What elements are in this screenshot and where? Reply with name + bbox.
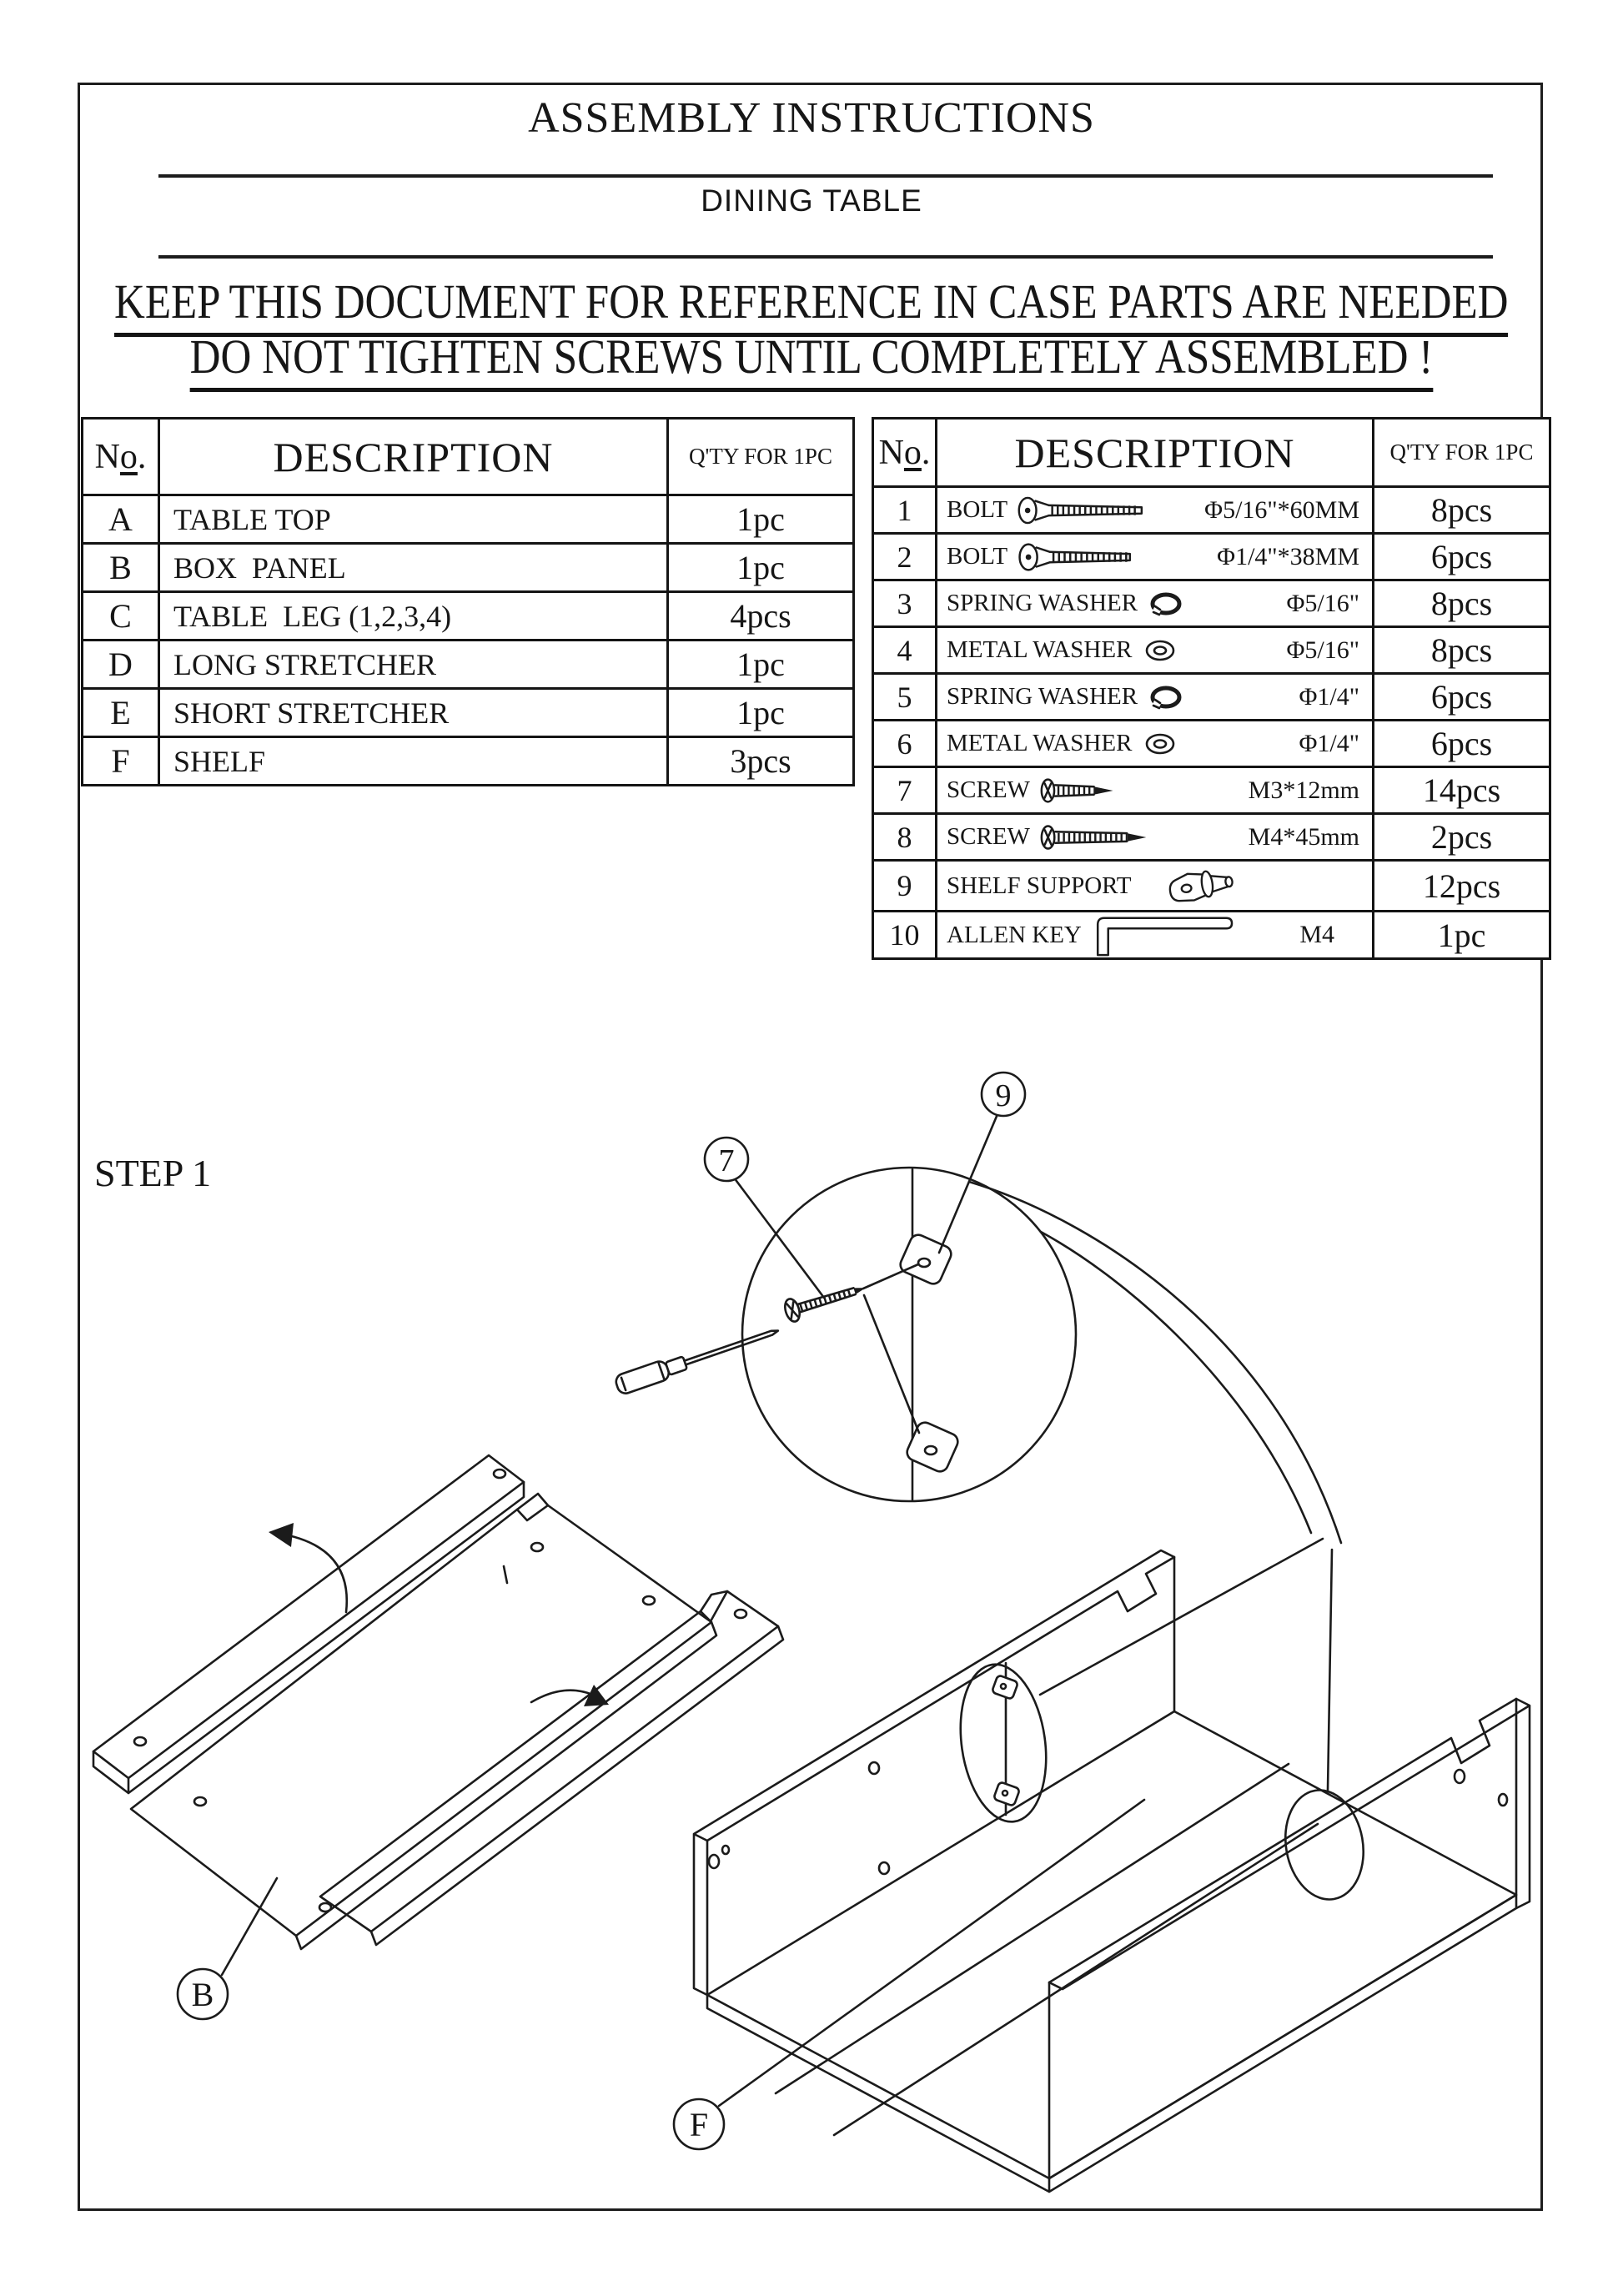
part-no: D xyxy=(83,641,159,689)
callout-box-panel xyxy=(178,1878,277,2019)
hw-name: BOLT xyxy=(947,543,1008,570)
box-panel-b-drawing xyxy=(93,1455,783,2019)
hw-spec: M4 xyxy=(1299,921,1334,948)
hw-qty: 6pcs xyxy=(1374,534,1550,580)
shelf-lines xyxy=(776,1764,1318,2135)
hw-spec: Φ1/4" xyxy=(1299,682,1359,711)
page-subtitle: DINING TABLE xyxy=(701,183,922,218)
hw-qty: 2pcs xyxy=(1374,814,1550,861)
hw-name: METAL WASHER xyxy=(947,636,1133,663)
hw-spec: Φ1/4"*38MM xyxy=(1217,542,1359,570)
part-qty: 1pc xyxy=(668,689,854,737)
part-description: LONG STRETCHER xyxy=(159,641,668,689)
warning-line-1: KEEP THIS DOCUMENT FOR REFERENCE IN CASE PARTS ARE NEEDED xyxy=(0,274,1623,337)
col-header-no: No. xyxy=(83,419,159,495)
hw-qty: 8pcs xyxy=(1374,487,1550,534)
hw-spec: Φ1/4" xyxy=(1299,729,1359,757)
hw-no: 6 xyxy=(873,721,937,767)
step-label: STEP 1 xyxy=(94,1152,212,1194)
hw-name: SCREW xyxy=(947,776,1030,803)
part-no: E xyxy=(83,689,159,737)
hw-no: 1 xyxy=(873,487,937,534)
callout-7-label: 7 xyxy=(718,1143,735,1178)
folded-box-drawing xyxy=(674,1550,1530,2192)
hw-no: 7 xyxy=(873,767,937,814)
fold-arrow-left xyxy=(269,1523,347,1612)
part-description: SHELF xyxy=(159,737,668,786)
hw-name: SCREW xyxy=(947,823,1030,850)
callout-b-label: B xyxy=(191,1976,214,2013)
part-description: BOX PANEL xyxy=(159,544,668,592)
part-qty: 3pcs xyxy=(668,737,854,786)
hw-name: BOLT xyxy=(947,496,1008,523)
hw-spec: M3*12mm xyxy=(1248,776,1359,804)
hw-spec: Φ5/16" xyxy=(1286,636,1359,664)
highlight-ellipse-right xyxy=(1277,1784,1372,1906)
hw-no: 9 xyxy=(873,861,937,912)
hw-qty: 14pcs xyxy=(1374,767,1550,814)
callout-shelf xyxy=(674,1800,1144,2149)
detail-view xyxy=(614,1073,1341,1790)
page-title: ASSEMBLY INSTRUCTIONS xyxy=(528,94,1095,142)
hw-name: SPRING WASHER xyxy=(947,590,1138,616)
part-qty: 1pc xyxy=(668,495,854,544)
hw-no: 4 xyxy=(873,627,937,674)
hw-no: 10 xyxy=(873,912,937,959)
hw-name: METAL WASHER xyxy=(947,730,1133,756)
col-header-description: DESCRIPTION xyxy=(159,419,668,495)
col-header-description: DESCRIPTION xyxy=(937,419,1374,487)
col-header-qty: Q'TY FOR 1PC xyxy=(668,419,854,495)
hw-no: 3 xyxy=(873,580,937,627)
col-header-no: No. xyxy=(873,419,937,487)
part-description: TABLE LEG (1,2,3,4) xyxy=(159,592,668,641)
hw-qty: 6pcs xyxy=(1374,674,1550,721)
hw-qty: 8pcs xyxy=(1374,627,1550,674)
callout-9-label: 9 xyxy=(995,1078,1012,1113)
hw-name: SHELF SUPPORT xyxy=(947,872,1132,899)
part-qty: 1pc xyxy=(668,641,854,689)
part-no: F xyxy=(83,737,159,786)
hw-spec: Φ5/16" xyxy=(1286,589,1359,617)
hw-qty: 1pc xyxy=(1374,912,1550,959)
hw-name: SPRING WASHER xyxy=(947,683,1138,710)
part-description: TABLE TOP xyxy=(159,495,668,544)
hw-no: 8 xyxy=(873,814,937,861)
hw-spec: Φ5/16"*60MM xyxy=(1204,495,1359,524)
hw-name: ALLEN KEY xyxy=(947,921,1082,948)
part-no: C xyxy=(83,592,159,641)
hw-no: 5 xyxy=(873,674,937,721)
part-description: SHORT STRETCHER xyxy=(159,689,668,737)
col-header-qty: Q'TY FOR 1PC xyxy=(1374,419,1550,487)
callout-f-label: F xyxy=(689,2106,709,2143)
hw-qty: 6pcs xyxy=(1374,721,1550,767)
hw-qty: 12pcs xyxy=(1374,861,1550,912)
part-qty: 4pcs xyxy=(668,592,854,641)
part-no: A xyxy=(83,495,159,544)
warning-line-2: DO NOT TIGHTEN SCREWS UNTIL COMPLETELY ASSEMBLED ! xyxy=(0,329,1623,392)
part-qty: 1pc xyxy=(668,544,854,592)
hw-no: 2 xyxy=(873,534,937,580)
hw-spec: M4*45mm xyxy=(1248,822,1359,851)
part-no: B xyxy=(83,544,159,592)
hw-qty: 8pcs xyxy=(1374,580,1550,627)
